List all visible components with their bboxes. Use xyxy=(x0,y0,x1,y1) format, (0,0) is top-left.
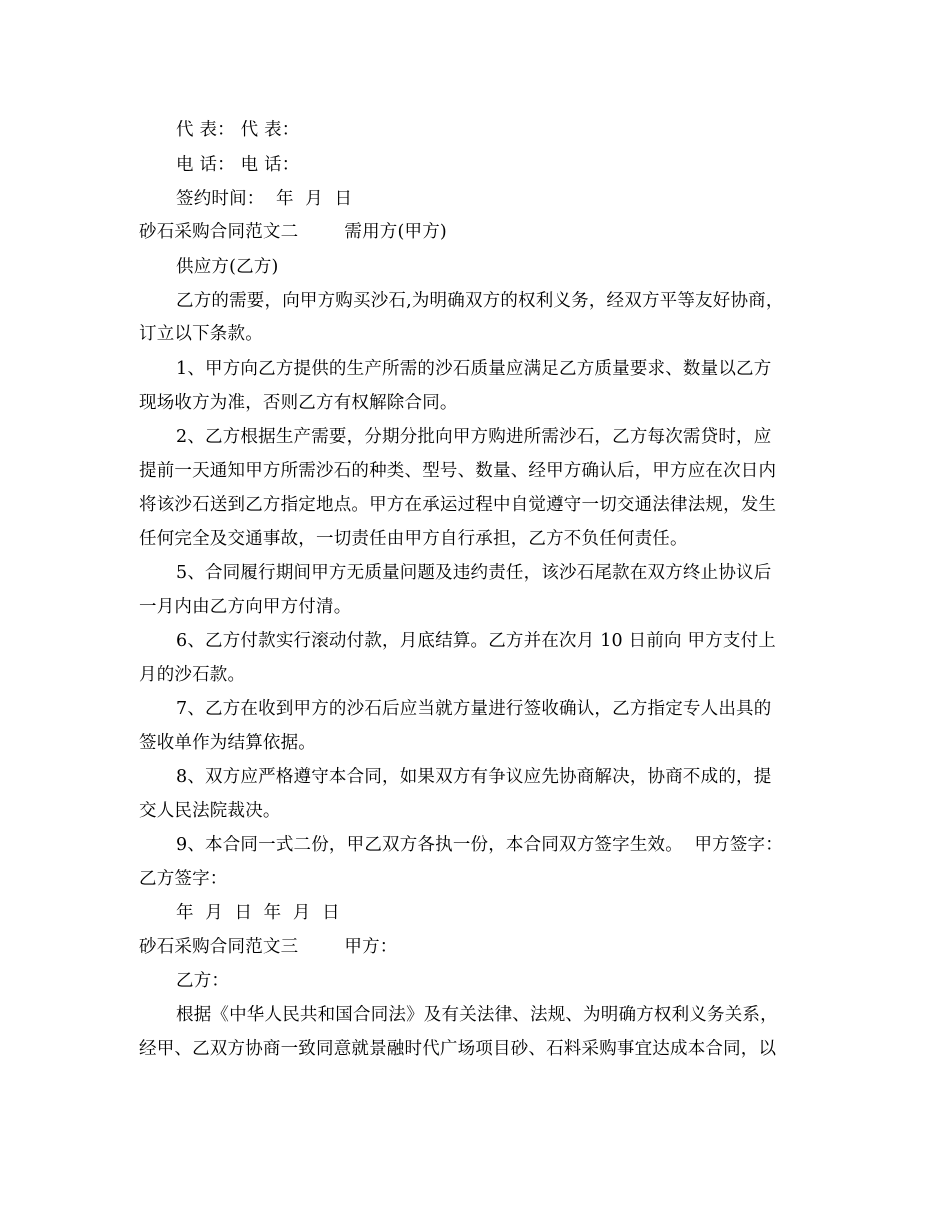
paragraph-line: 订立以下条款。 xyxy=(139,324,263,344)
section-heading: 砂石采购合同范文二 需用方(甲方) xyxy=(139,222,447,242)
paragraph-line: 将该沙石送到乙方指定地点。甲方在承运过程中自觉遵守一切交通法律法规，发生 xyxy=(139,495,777,515)
text-line: 供应方(乙方) xyxy=(176,257,279,277)
text-line: 乙方： xyxy=(176,971,230,991)
paragraph-line: 乙方的需要，向甲方购买沙石,为明确双方的权利义务，经双方平等友好协商， xyxy=(176,291,784,311)
paragraph-line: 1、甲方向乙方提供的生产所需的沙石质量应满足乙方质量要求、数量以乙方 xyxy=(176,359,772,379)
paragraph-line: 2、乙方根据生产需要，分期分批向甲方购进所需沙石，乙方每次需贷时，应 xyxy=(176,427,772,447)
text-line: 电 话： 电 话： xyxy=(176,155,300,175)
paragraph-line: 交人民法院裁决。 xyxy=(139,801,281,821)
paragraph-line: 8、双方应严格遵守本合同，如果双方有争议应先协商解决，协商不成的，提 xyxy=(176,767,772,787)
date-line: 年 月 日 年 月 日 xyxy=(176,903,340,923)
signature-line: 乙方签字： xyxy=(139,869,228,889)
section-heading: 砂石采购合同范文三 甲方： xyxy=(139,937,398,957)
paragraph-line: 月的沙石款。 xyxy=(139,665,246,685)
paragraph-line: 现场收方为准，否则乙方有权解除合同。 xyxy=(139,393,458,413)
paragraph-line: 7、乙方在收到甲方的沙石后应当就方量进行签收确认，乙方指定专人出具的 xyxy=(176,699,772,719)
text-line: 代 表： 代 表： xyxy=(176,120,300,140)
paragraph-line: 经甲、乙双方协商一致同意就景融时代广场项目砂、石料采购事宜达成本合同，以 xyxy=(139,1039,777,1059)
paragraph-line: 6、乙方付款实行滚动付款，月底结算。乙方并在次月 10 日前向 甲方支付上 xyxy=(176,631,776,651)
paragraph-line: 任何完全及交通事故，一切责任由甲方自行承担，乙方不负任何责任。 xyxy=(139,529,688,549)
paragraph-line: 9、本合同一式二份，甲乙双方各执一份，本合同双方签字生效。 甲方签字： xyxy=(176,835,783,855)
paragraph-line: 一月内由乙方向甲方付清。 xyxy=(139,597,352,617)
paragraph-line: 5、合同履行期间甲方无质量问题及违约责任，该沙石尾款在双方终止协议后 xyxy=(176,563,772,583)
paragraph-line: 根据《中华人民共和国合同法》及有关法律、法规、为明确方权利义务关系， xyxy=(176,1005,778,1025)
paragraph-line: 签收单作为结算依据。 xyxy=(139,733,316,753)
paragraph-line: 提前一天通知甲方所需沙石的种类、型号、数量、经甲方确认后，甲方应在次日内 xyxy=(139,461,777,481)
text-line: 签约时间： 年 月 日 xyxy=(176,189,353,209)
